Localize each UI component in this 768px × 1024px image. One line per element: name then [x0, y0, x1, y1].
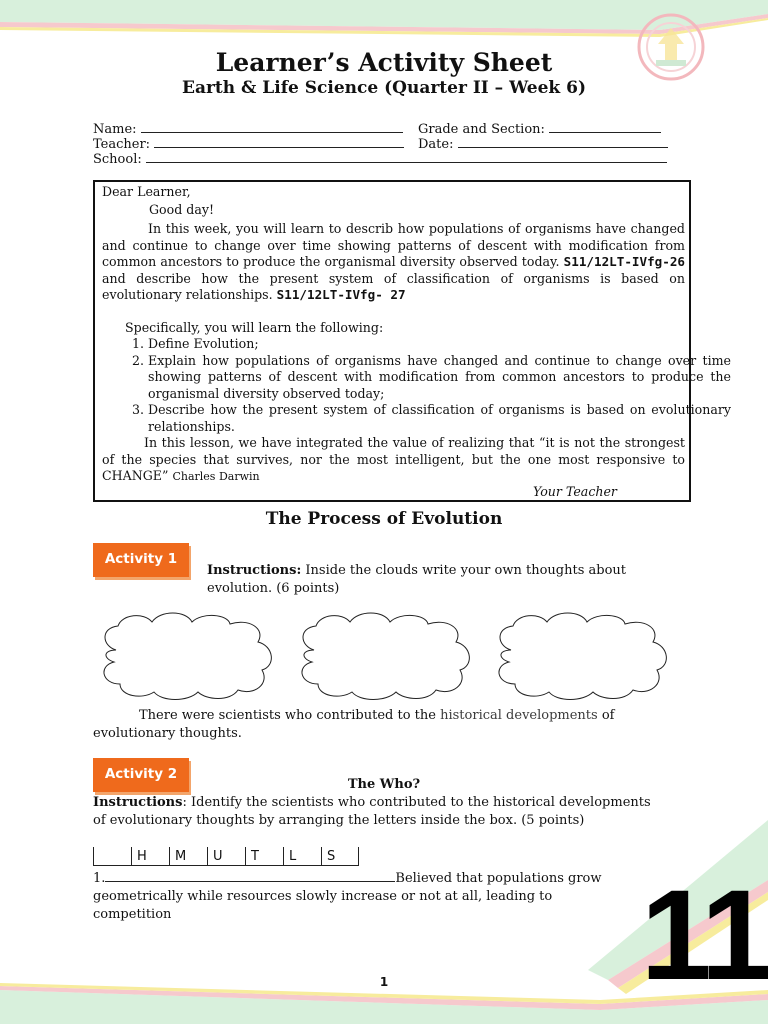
- name-blank[interactable]: [141, 120, 403, 133]
- page-subtitle: Earth & Life Science (Quarter II – Week 6): [181, 78, 586, 98]
- competency-code-2: S11/12LT-IVfg- 27: [276, 287, 406, 302]
- thought-cloud-3[interactable]: [489, 610, 673, 702]
- letter-value-text: In this lesson, we have integrated the value of realizing that “it is not the strongest of the species that survives, nor the most intelligent, but the one most responsive to CHANGE”: [102, 435, 685, 483]
- thought-cloud-2[interactable]: [292, 610, 476, 702]
- page-title: Learner’s Activity Sheet: [215, 48, 553, 77]
- teacher-blank[interactable]: [154, 135, 404, 148]
- activity-2-tag: Activity 2: [93, 758, 189, 792]
- question-1-number: 1.: [93, 871, 106, 886]
- letter-intro-paragraph: [102, 221, 685, 304]
- activity-1-instructions-text: Inside the clouds write your own thoughts about evolution. (6 points): [207, 563, 626, 596]
- letter-intro-part1: In this week, you will learn to describ how populations of organisms have changed and continue to change over time showing patterns of descent with modification from common ancestors to produce the organismal diversity observed today.: [102, 221, 685, 269]
- grade-section-label: Grade and Section:: [418, 122, 545, 137]
- activity-2-heading: The Who?: [347, 777, 421, 792]
- objectives-list: [102, 336, 731, 435]
- transition-lead: There were scientists who contributed to the: [139, 708, 436, 723]
- transition-paragraph: [93, 707, 663, 743]
- date-blank[interactable]: [458, 135, 668, 148]
- school-field[interactable]: [93, 150, 667, 167]
- transition-rest: of evolutionary thoughts.: [93, 708, 615, 741]
- page-number: 1: [379, 975, 389, 989]
- letter-cell: T: [245, 847, 283, 865]
- letter-cell: U: [207, 847, 245, 865]
- quote-author: Charles Darwin: [172, 470, 260, 483]
- question-1: [93, 869, 633, 924]
- grade-section-blank[interactable]: [549, 120, 661, 133]
- letter-signoff: Your Teacher: [533, 484, 617, 499]
- letter-intro-part2: and describe how the present system of classification of organisms is based on evolutionary relationships.: [102, 270, 685, 302]
- letter-cell: L: [283, 847, 321, 865]
- grade-number-badge: 11: [640, 864, 768, 1007]
- letter-specifically: Specifically, you will learn the following:: [125, 320, 384, 335]
- teacher-label: Teacher:: [93, 137, 151, 152]
- activity-2-instructions-label: Instructions: [93, 795, 183, 810]
- letter-cell: H: [131, 847, 169, 865]
- date-label: Date:: [418, 137, 454, 152]
- activity-1-instructions: [207, 562, 647, 598]
- letter-greeting: Good day!: [149, 202, 215, 217]
- name-label: Name:: [93, 122, 137, 137]
- activity-1-tag: Activity 1: [93, 543, 189, 577]
- letter-cell: M: [169, 847, 207, 865]
- letter-scramble-row: [93, 847, 359, 866]
- question-1-text: Believed that populations grow geometrically while resources slowly increase or not at all, leading to competition: [93, 871, 602, 922]
- school-label: School:: [93, 152, 142, 167]
- competency-code-1: S11/12LT-IVfg-26: [563, 254, 685, 269]
- objective-item: 1. Define Evolution;: [148, 336, 731, 353]
- transition-highlight: historical developments: [440, 708, 598, 723]
- activity-2-instructions-text: : Identify the scientists who contributed to the historical developments of evolutionary thoughts by arranging the letters inside the box. (5 points): [93, 795, 651, 828]
- question-1-answer-blank[interactable]: [105, 869, 395, 882]
- objective-item: 2. Explain how populations of organisms have changed and continue to change over time showing patterns of descent with modification from common ancestors to produce the organismal diversity observed today;: [148, 353, 731, 403]
- thought-cloud-1[interactable]: [94, 610, 278, 702]
- objective-item: 3. Describe how the present system of classification of organisms is based on evolutionary relationships.: [148, 402, 731, 435]
- letter-cell: [93, 847, 131, 865]
- activity-1-instructions-label: Instructions:: [207, 563, 302, 578]
- letter-value-paragraph: [102, 435, 685, 486]
- section-title: The Process of Evolution: [265, 509, 503, 529]
- school-blank[interactable]: [146, 150, 667, 163]
- letter-cell: S: [321, 847, 359, 865]
- letter-salutation: Dear Learner,: [102, 184, 191, 199]
